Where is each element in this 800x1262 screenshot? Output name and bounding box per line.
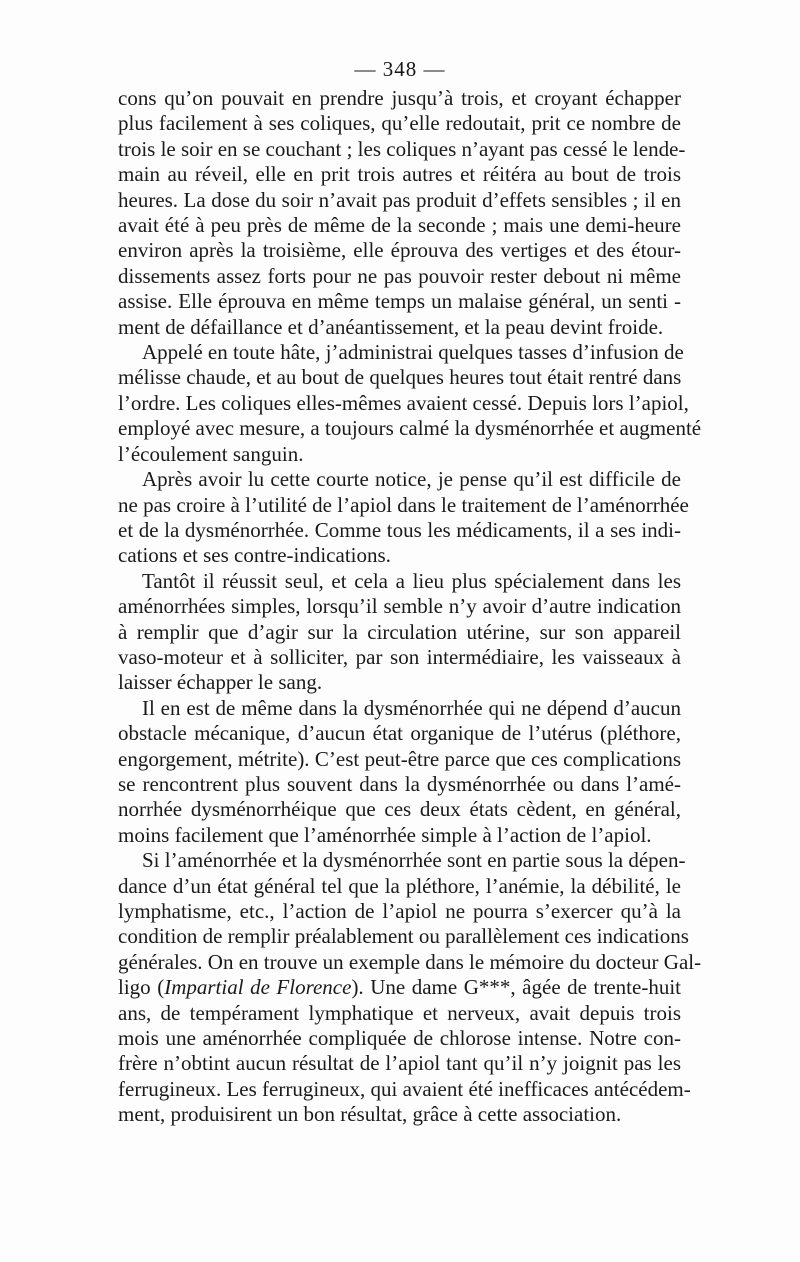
- text-line: Appelé en toute hâte, j’administrai quelques tasses d’infusion de: [142, 340, 684, 365]
- text-line: ferrugineux. Les ferrugineux, qui avaient été inefficaces antécédem-: [118, 1076, 691, 1101]
- text-line: mélisse chaude, et au bout de quelques heures tout était rentré dans: [118, 365, 682, 390]
- text-line: frère n’obtint aucun résultat de l’apiol tant qu’il n’y joignit pas les: [118, 1051, 681, 1076]
- text-line: et de la dysménorrhée. Comme tous les médicaments, il a ses indi-: [118, 517, 681, 542]
- text-line: employé avec mesure, a toujours calmé la dysménorrhée et augmenté: [118, 416, 702, 441]
- text-line: se rencontrent plus souvent dans la dysménorrhée ou dans l’amé-: [118, 771, 681, 796]
- paragraph: [118, 696, 681, 848]
- paragraph: [118, 848, 702, 1127]
- page-number: — 348 —: [354, 57, 446, 81]
- text-line: assise. Elle éprouva en même temps un malaise général, un senti -: [118, 289, 681, 314]
- text-line: avait été à peu près de même de la seconde ; mais une demi-heure: [118, 213, 681, 238]
- text-line: engorgement, métrite). C’est peut-être parce que ces complications: [118, 746, 681, 771]
- text-line: aménorrhées simples, lorsqu’il semble n’y avoir d’autre indication: [118, 594, 681, 619]
- text-line: dance d’un état général tel que la pléthore, l’anémie, la débilité, le: [118, 873, 681, 898]
- paragraph: [118, 86, 686, 340]
- text-line: ment de défaillance et d’anéantissement, et la peau devint froide.: [118, 314, 664, 339]
- text-line: lymphatisme, etc., l’action de l’apiol ne pourra s’exercer qu’à la: [118, 899, 681, 923]
- text-line: ans, de tempérament lymphatique et nerveux, avait depuis trois: [118, 1000, 681, 1025]
- text-line: Tantôt il réussit seul, et cela a lieu plus spécialement dans les: [142, 568, 681, 593]
- text-line: ment, produisirent un bon résultat, grâce à cette association.: [118, 1102, 622, 1127]
- text-line: main au réveil, elle en prit trois autres et réitéra au bout de trois: [118, 162, 681, 187]
- text-line: générales. On en trouve un exemple dans le mémoire du docteur Gal-: [118, 949, 702, 974]
- body-text: [118, 86, 702, 1128]
- text-line: laisser échapper le sang.: [118, 670, 323, 695]
- text-line: dissements assez forts pour ne pas pouvoir rester debout ni même: [118, 263, 681, 288]
- text-line: ligo (Impartial de Florence). Une dame G***, âgée de trente-huit: [118, 975, 681, 1000]
- text-line: à remplir que d’agir sur la circulation utérine, sur son appareil: [118, 619, 681, 644]
- text-line: condition de remplir préalablement ou parallèlement ces indications: [118, 924, 689, 949]
- text-line: cations et ses contre-indications.: [118, 543, 391, 568]
- text-line: norrhée dysménorrhéique que ces deux états cèdent, en général,: [118, 797, 681, 822]
- text-line: cons qu’on pouvait en prendre jusqu’à trois, et croyant échapper: [118, 86, 681, 110]
- paragraph: [118, 340, 702, 467]
- text-line: plus facilement à ses coliques, qu’elle redoutait, prit ce nombre de: [118, 111, 681, 136]
- text-line: obstacle mécanique, d’aucun état organique de l’utérus (pléthore,: [118, 721, 681, 746]
- text-line: mois une aménorrhée compliquée de chlorose intense. Notre con-: [118, 1026, 681, 1051]
- text-line: trois le soir en se couchant ; les coliques n’ayant pas cessé le lende-: [118, 136, 686, 161]
- text-line: ne pas croire à l’utilité de l’apiol dans le traitement de l’aménorrhée: [118, 492, 689, 517]
- text-line: moins facilement que l’aménorrhée simple à l’action de l’apiol.: [118, 822, 652, 847]
- paragraph: [118, 569, 681, 696]
- text-line: environ après la troisième, elle éprouva des vertiges et des étour-: [118, 238, 681, 263]
- text-line: Si l’aménorrhée et la dysménorrhée sont en partie sous la dépen-: [142, 848, 686, 873]
- text-line: l’ordre. Les coliques elles-mêmes avaient cessé. Depuis lors l’apiol,: [118, 390, 689, 415]
- text-line: l’écoulement sanguin.: [118, 441, 304, 466]
- text-line: heures. La dose du soir n’avait pas produit d’effets sensibles ; il en: [118, 187, 681, 212]
- text-line: Après avoir lu cette courte notice, je pense qu’il est difficile de: [142, 467, 681, 492]
- text-line: vaso-moteur et à solliciter, par son intermédiaire, les vaisseaux à: [118, 644, 681, 669]
- journal-title: Impartial de Florence: [164, 975, 352, 1000]
- text-line: Il en est de même dans la dysménorrhée qui ne dépend d’aucun: [142, 695, 681, 720]
- paragraph: [118, 467, 689, 569]
